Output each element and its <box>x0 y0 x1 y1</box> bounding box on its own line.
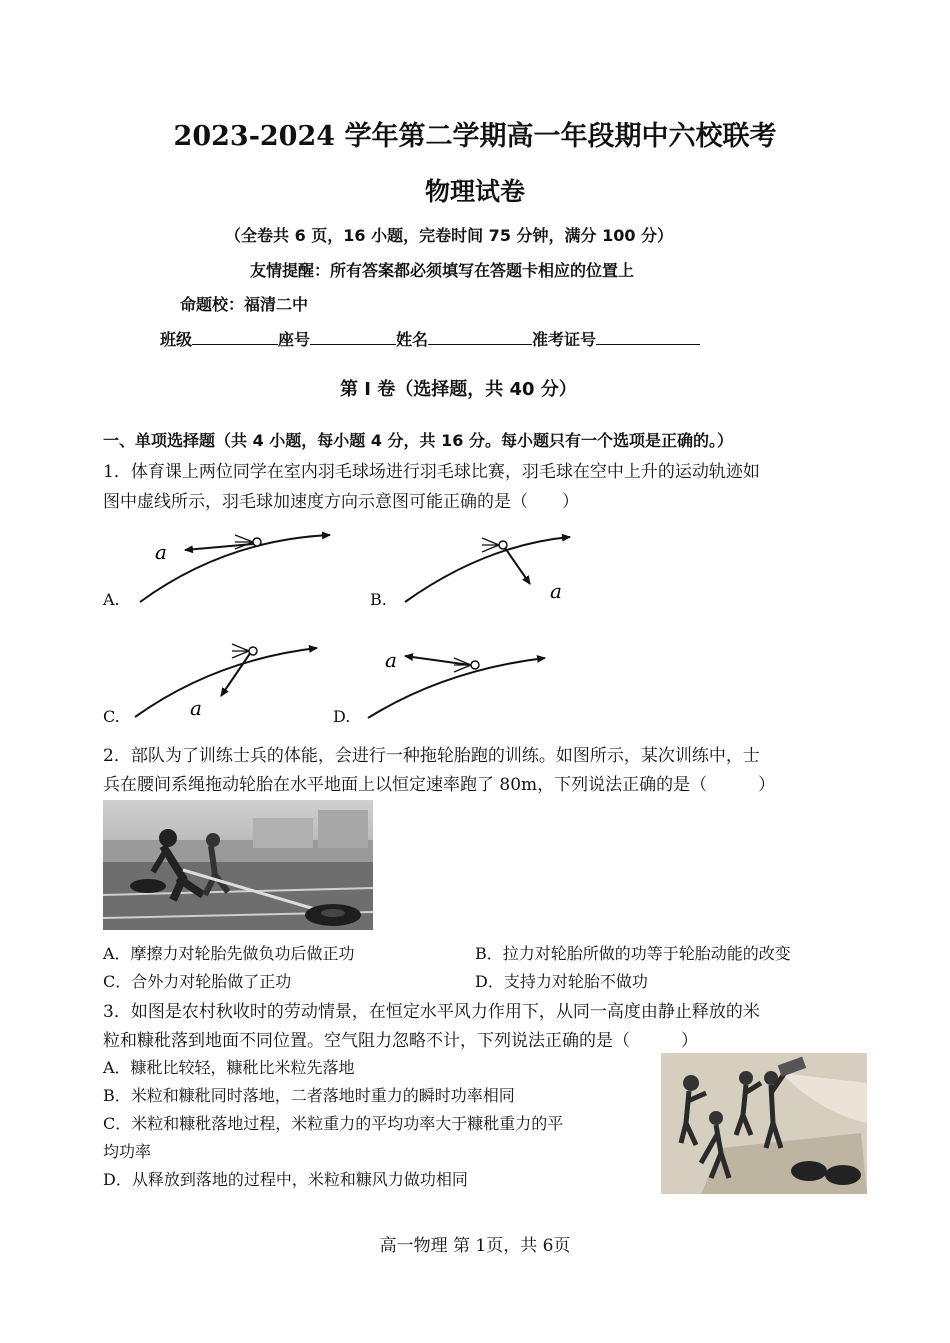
q3-option-b[interactable]: B．米粒和糠秕同时落地，二者落地时重力的瞬时功率相同 <box>103 1086 515 1105</box>
q2-option-c[interactable]: C．合外力对轮胎做了正功 <box>103 972 292 991</box>
vector-label-c: a <box>190 696 202 720</box>
q3-option-a[interactable]: A．糠秕比较轻，糠秕比米粒先落地 <box>103 1058 355 1077</box>
diagram-d <box>368 648 545 718</box>
name-label: 姓名 <box>396 330 429 349</box>
q1-option-c[interactable]: C. <box>103 707 120 726</box>
exam-number-blank[interactable] <box>596 330 700 345</box>
q2-text-line1: 2．部队为了训练士兵的体能，会进行一种拖轮胎跑的训练。如图所示，某次训练中，士 <box>103 746 760 766</box>
shuttlecock-icon <box>482 538 507 552</box>
diagram-c <box>135 644 317 720</box>
diagram-a <box>140 535 330 602</box>
seat-label: 座号 <box>278 330 311 349</box>
q2-option-b[interactable]: B．拉力对轮胎所做的功等于轮胎动能的改变 <box>475 944 791 963</box>
q3-option-c-line2: 均功率 <box>103 1142 152 1161</box>
shuttlecock-icon <box>232 644 257 658</box>
q1-option-d[interactable]: D. <box>333 707 351 726</box>
school-label: 命题校：福清二中 <box>180 295 309 314</box>
exam-meta: （全卷共 6 页，16 小题，完卷时间 75 分钟，满分 100 分） <box>225 226 674 245</box>
exam-subtitle: 物理试卷 <box>424 177 525 206</box>
q2-option-a[interactable]: A．摩擦力对轮胎先做负功后做正功 <box>103 944 355 963</box>
q2-text-line2: 兵在腰间系绳拖动轮胎在水平地面上以恒定速率跑了 80m，下列说法正确的是（ ） <box>103 775 776 795</box>
shuttlecock-icon <box>454 658 479 672</box>
volume-heading: 第 I 卷（选择题，共 40 分） <box>340 379 577 400</box>
name-blank[interactable] <box>428 330 532 345</box>
part-heading: 一、单项选择题（共 4 小题，每小题 4 分，共 16 分。每小题只有一个选项是正确的。） <box>103 431 733 450</box>
exam-title: 2023-2024 学年第二学期高一年段期中六校联考 <box>173 121 777 152</box>
diagram-b <box>405 537 570 603</box>
page-footer: 高一物理 第 1页，共 6页 <box>379 1236 571 1256</box>
q1-diagrams <box>95 520 595 730</box>
q1-option-a[interactable]: A. <box>103 590 120 609</box>
q1-option-b[interactable]: B. <box>370 590 387 609</box>
class-blank[interactable] <box>192 330 278 345</box>
vector-label-a: a <box>155 540 167 564</box>
vector-label-b: a <box>550 579 562 603</box>
q3-text-line2: 粒和糠秕落到地面不同位置。空气阻力忽略不计，下列说法正确的是（ ） <box>103 1031 698 1051</box>
winnowing-painting <box>661 1053 867 1194</box>
vector-label-d: a <box>385 648 397 672</box>
class-label: 班级 <box>160 330 193 349</box>
q3-option-d[interactable]: D．从释放到落地的过程中，米粒和糠风力做功相同 <box>103 1170 468 1189</box>
seat-blank[interactable] <box>310 330 396 345</box>
q3-option-c-line1[interactable]: C．米粒和糠秕落地过程，米粒重力的平均功率大于糠秕重力的平 <box>103 1114 564 1133</box>
q3-text-line1: 3．如图是农村秋收时的劳动情景，在恒定水平风力作用下，从同一高度由静止释放的米 <box>103 1002 760 1022</box>
tire-drag-training-photo <box>103 800 373 930</box>
q1-text-line1: 1．体育课上两位同学在室内羽毛球场进行羽毛球比赛，羽毛球在空中上升的运动轨迹如 <box>103 462 760 482</box>
q2-option-d[interactable]: D．支持力对轮胎不做功 <box>475 972 648 991</box>
exam-number-label: 准考证号 <box>532 330 597 349</box>
q1-text-line2: 图中虚线所示，羽毛球加速度方向示意图可能正确的是（ ） <box>103 492 579 512</box>
reminder-text: 友情提醒：所有答案都必须填写在答题卡相应的位置上 <box>250 261 635 280</box>
student-info-line <box>160 327 700 350</box>
